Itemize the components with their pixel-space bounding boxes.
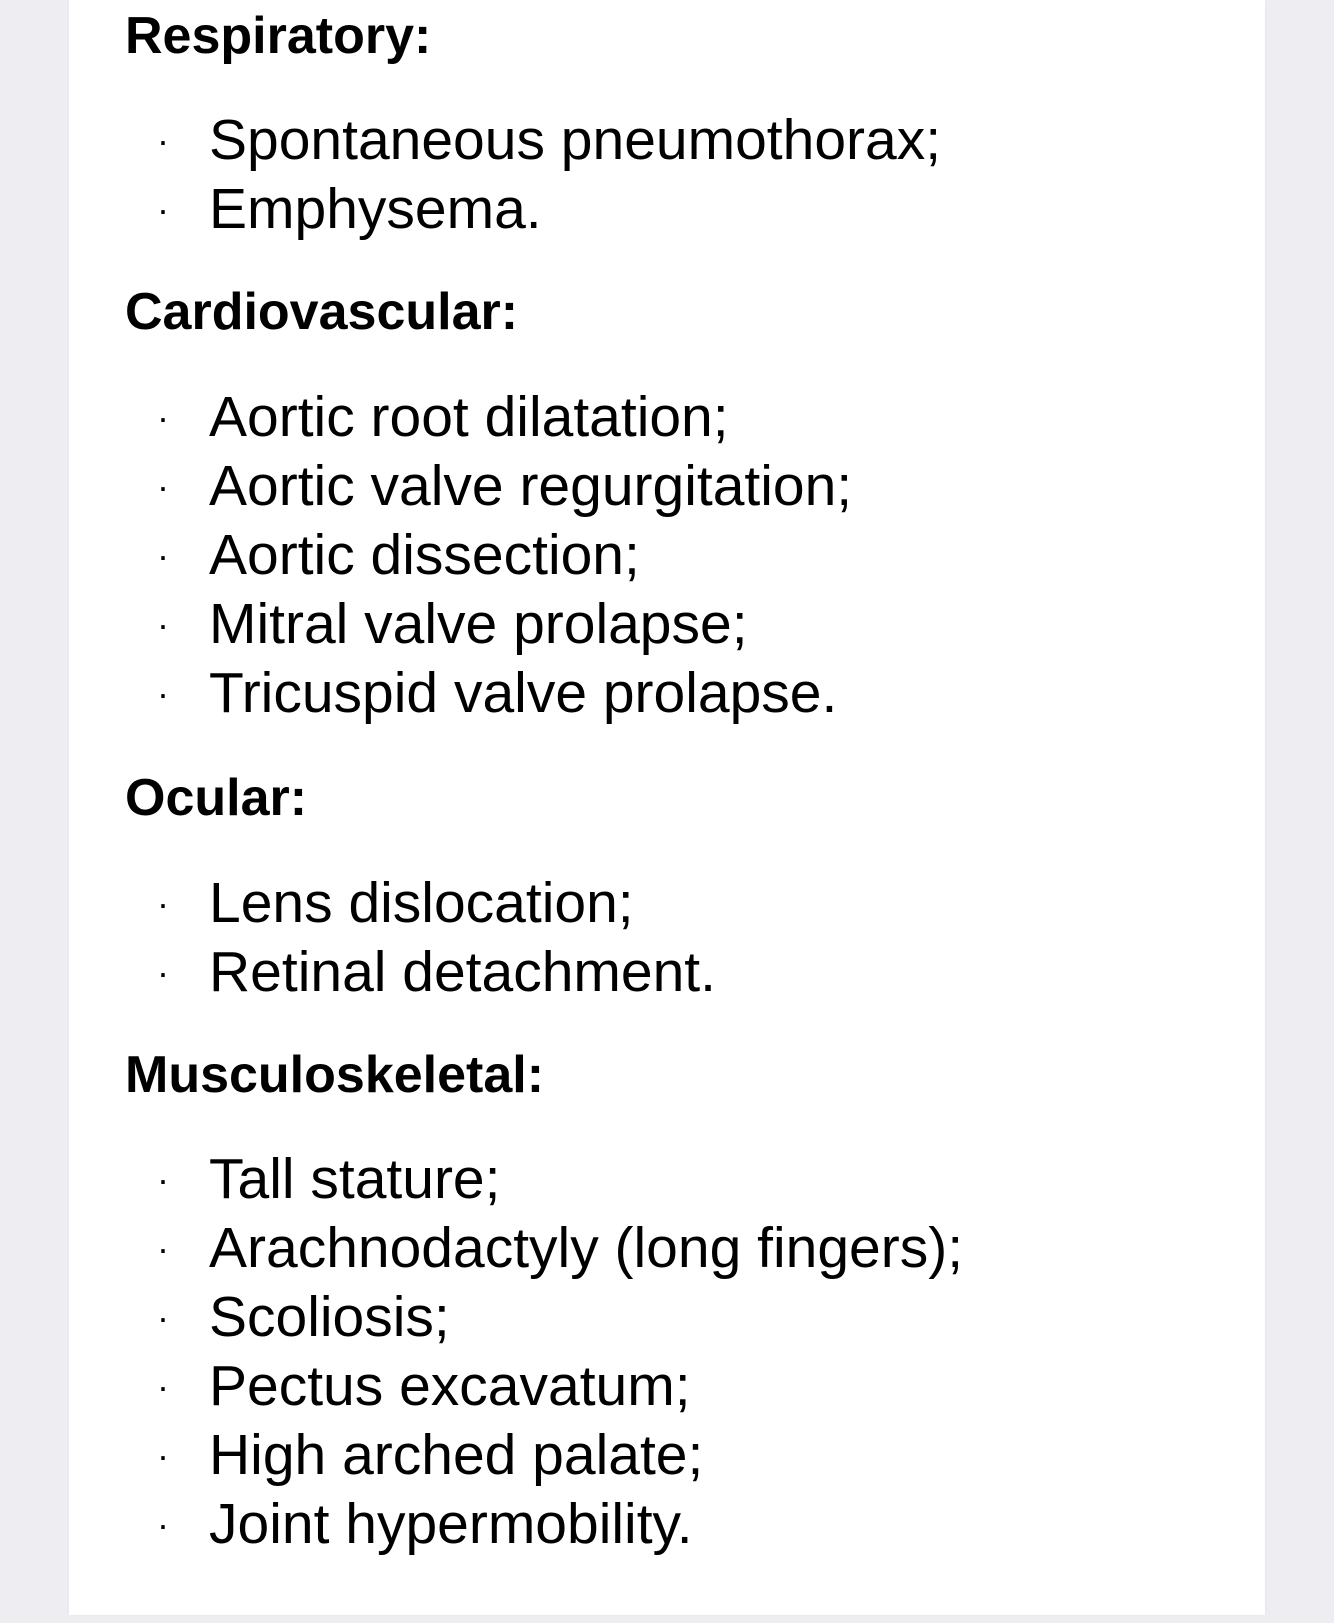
list-item-text: Joint hypermobility. xyxy=(209,1492,693,1556)
list-item-text: Tricuspid valve prolapse. xyxy=(209,661,838,725)
section-heading-ocular: Ocular: xyxy=(125,769,308,827)
list-item-text: Aortic dissection; xyxy=(209,523,640,587)
list-item-text: Emphysema. xyxy=(209,177,542,241)
list-item-text: Spontaneous pneumothorax; xyxy=(209,108,942,172)
bullet-icon: · xyxy=(157,466,169,507)
list-item-text: Mitral valve prolapse; xyxy=(209,592,748,656)
bullet-icon: · xyxy=(157,189,169,230)
list-item-text: Aortic valve regurgitation; xyxy=(209,454,853,518)
bullet-icon: · xyxy=(157,1435,169,1476)
bullet-icon: · xyxy=(157,535,169,576)
section-heading-musculoskeletal: Musculoskeletal: xyxy=(125,1046,545,1104)
bullet-icon: · xyxy=(157,1504,169,1545)
bullet-icon: · xyxy=(157,397,169,438)
list-item-text: Tall stature; xyxy=(209,1147,501,1211)
bullet-icon: · xyxy=(157,1228,169,1269)
content-card xyxy=(69,0,1265,1615)
list-item-text: Retinal detachment. xyxy=(209,940,716,1004)
bullet-icon: · xyxy=(157,120,169,161)
list-item-text: Lens dislocation; xyxy=(209,871,634,935)
section-heading-respiratory: Respiratory: xyxy=(125,7,432,65)
section-heading-cardiovascular: Cardiovascular: xyxy=(125,283,519,341)
list-item-text: Pectus excavatum; xyxy=(209,1354,691,1418)
bullet-icon: · xyxy=(157,604,169,645)
bullet-icon: · xyxy=(157,952,169,993)
list-item-text: Scoliosis; xyxy=(209,1285,450,1349)
list-item-text: Arachnodactyly (long fingers); xyxy=(209,1216,964,1280)
list-item-text: Aortic root dilatation; xyxy=(209,385,729,449)
list-item-text: High arched palate; xyxy=(209,1423,704,1487)
bullet-icon: · xyxy=(157,1366,169,1407)
bullet-icon: · xyxy=(157,673,169,714)
bullet-icon: · xyxy=(157,883,169,924)
bullet-icon: · xyxy=(157,1159,169,1200)
bullet-icon: · xyxy=(157,1297,169,1338)
